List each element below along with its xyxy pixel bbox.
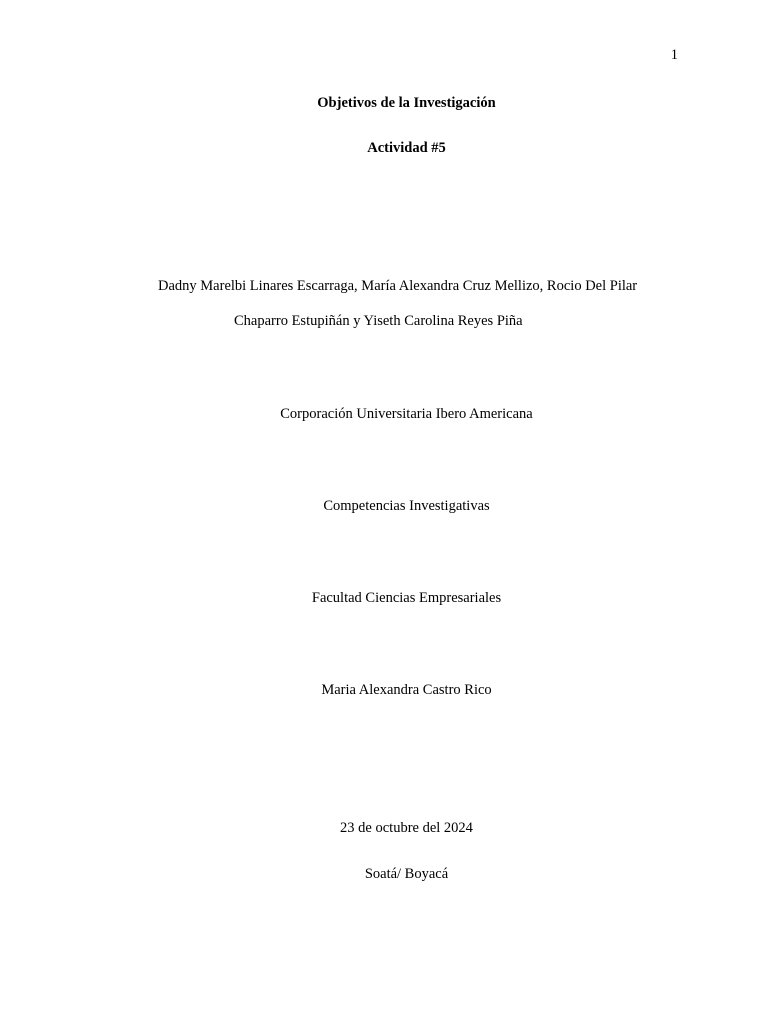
authors-line-1: Dadny Marelbi Linares Escarraga, María Alexandra Cruz Mellizo, Rocio Del Pilar bbox=[158, 278, 638, 294]
instructor-name: Maria Alexandra Castro Rico bbox=[321, 682, 492, 698]
institution-name: Corporación Universitaria Ibero Americana bbox=[280, 406, 533, 422]
authors-line-2: Chaparro Estupiñán y Yiseth Carolina Reyes Piña bbox=[234, 313, 523, 329]
document-title: Objetivos de la Investigación bbox=[317, 95, 496, 111]
course-name: Competencias Investigativas bbox=[323, 498, 490, 514]
submission-date: 23 de octubre del 2024 bbox=[340, 820, 473, 836]
location: Soatá/ Boyacá bbox=[364, 866, 449, 882]
page-number: 1 bbox=[670, 47, 678, 63]
activity-title: Actividad #5 bbox=[367, 140, 446, 156]
faculty-name: Facultad Ciencias Empresariales bbox=[311, 590, 502, 606]
